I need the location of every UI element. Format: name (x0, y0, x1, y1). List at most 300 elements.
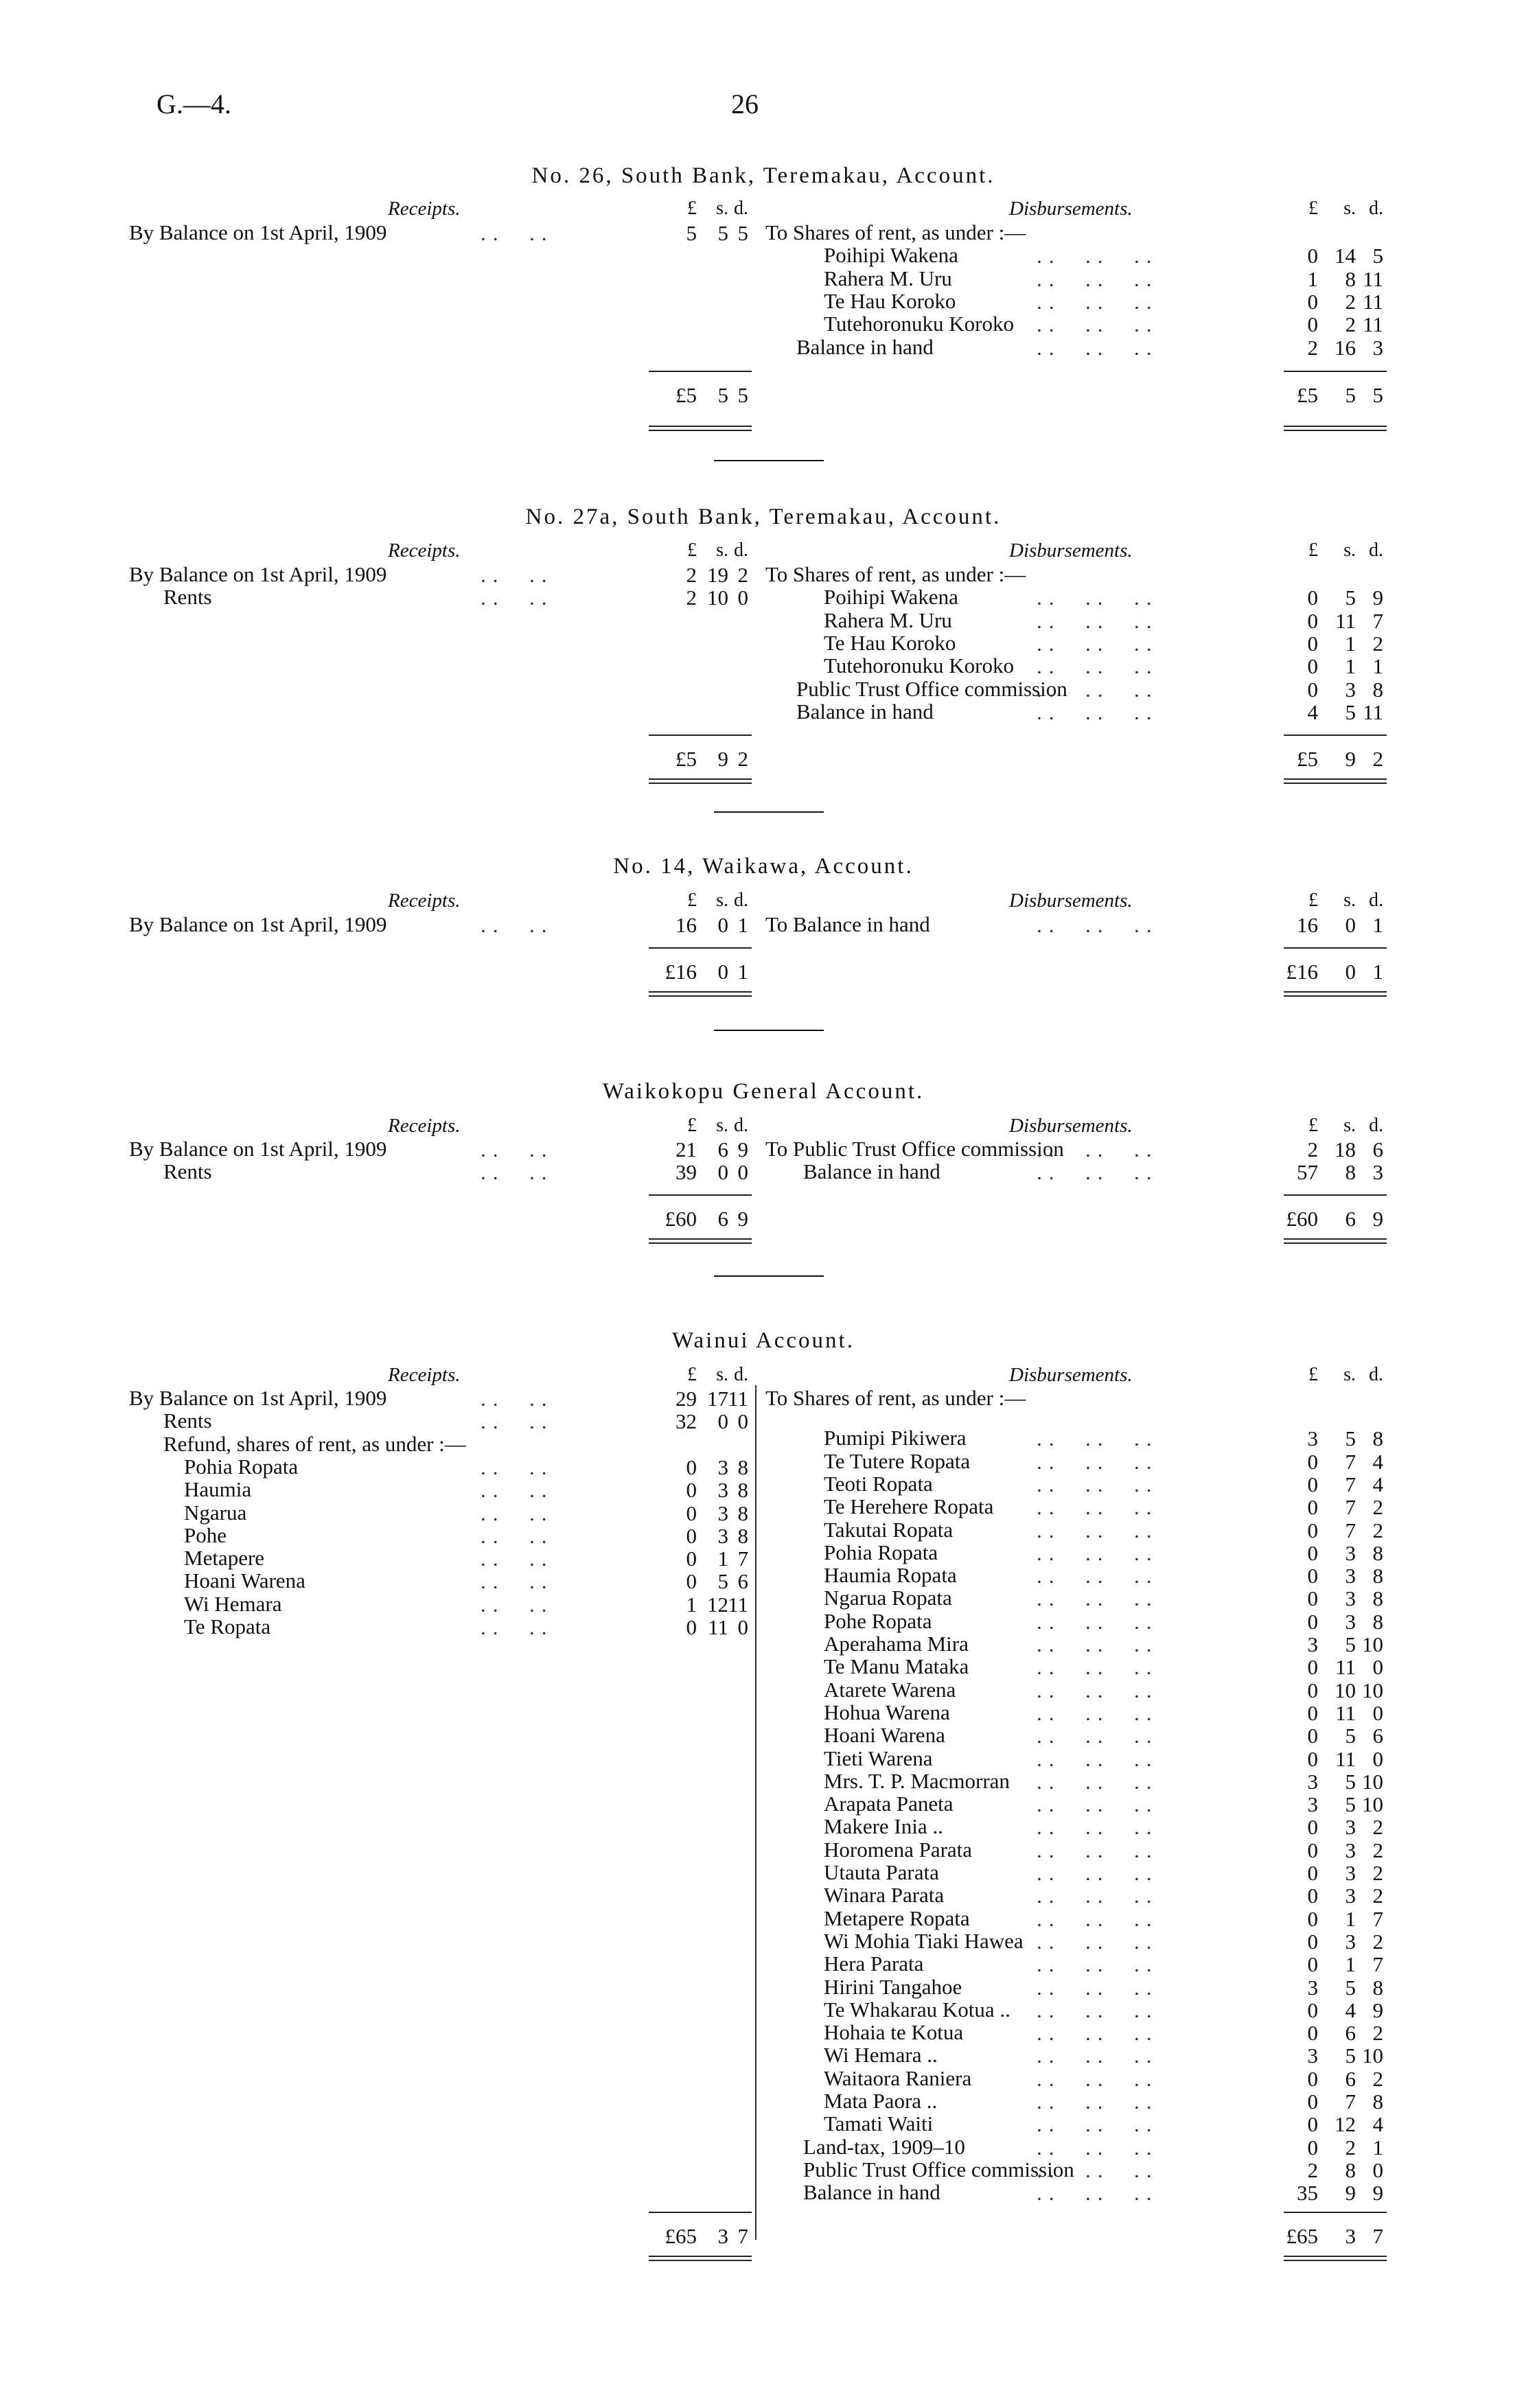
amount-shillings: 9 (1345, 2181, 1356, 2206)
leader-dots: .. .. (481, 1569, 554, 1594)
amount-pence: 0 (1372, 2157, 1383, 2182)
leader-dots: .. .. (481, 1409, 554, 1434)
disbursements-d-head: d. (1369, 198, 1383, 219)
amount-shillings: 3 (1345, 2224, 1356, 2248)
disbursement-label: Waitaora Raniera (824, 2065, 972, 2090)
amount-pounds: 2 (686, 563, 697, 587)
amount-pounds: 0 (1307, 1998, 1318, 2022)
amount-pence: 11 (1363, 699, 1383, 724)
account-title: Wainui Account. (672, 1328, 855, 1353)
disbursement-label: Wi Mohia Tiaki Hawea (824, 1928, 1024, 1953)
receipts-heading: Receipts. (388, 890, 461, 912)
disbursements-total-double-rule (1284, 2256, 1387, 2257)
amount-pence: 4 (1372, 2112, 1383, 2137)
amount-pounds: 0 (1307, 1838, 1318, 1862)
disbursements-l-head: £ (1308, 198, 1318, 219)
disbursement-label: Tamati Waiti (824, 2111, 934, 2136)
leader-dots: .. .. .. (1037, 1975, 1159, 2000)
amount-pounds: 57 (1297, 1160, 1318, 1185)
disbursements-sum-rule (1284, 947, 1387, 949)
account-title: No. 14, Waikawa, Account. (613, 854, 914, 879)
amount-pence: 0 (737, 1409, 748, 1434)
disbursements-s-head: s. (1343, 1115, 1356, 1136)
amount-pence: 3 (1372, 1160, 1383, 1185)
leader-dots: .. .. .. (1037, 1540, 1159, 1565)
disbursement-label: Te Manu Mataka (824, 1654, 969, 1679)
amount-shillings: 6 (1345, 1207, 1356, 1231)
receipts-total-double-rule (649, 995, 752, 997)
leader-dots: .. .. .. (1037, 1838, 1159, 1862)
amount-shillings: 3 (717, 1501, 728, 1525)
leader-dots: .. .. .. (1037, 289, 1159, 314)
amount-shillings: 0 (717, 913, 728, 937)
amount-shillings: 11 (1335, 608, 1356, 633)
amount-pence: 6 (1372, 1137, 1383, 1161)
amount-pence: 5 (737, 221, 748, 245)
amount-pence: 8 (1372, 1426, 1383, 1451)
leader-dots: .. .. .. (1037, 699, 1159, 724)
receipts-total-double-rule (649, 778, 752, 780)
leader-dots: .. .. (481, 586, 554, 610)
disbursement-label: Atarete Warena (824, 1677, 956, 1702)
amount-shillings: 3 (717, 1478, 728, 1503)
amount-pounds: 0 (1307, 1906, 1318, 1931)
amount-shillings: 2 (1345, 312, 1356, 337)
disbursement-label: To Balance in hand (765, 912, 930, 936)
amount-pence: 10 (1362, 1678, 1383, 1702)
amount-pounds: 0 (1307, 1929, 1318, 1954)
amount-pounds: £5 (1297, 383, 1318, 407)
amount-pounds: £65 (1286, 2224, 1318, 2248)
amount-pence: 7 (1372, 2224, 1383, 2248)
amount-pence: 9 (1372, 1998, 1383, 2022)
amount-shillings: 3 (1345, 1861, 1356, 1885)
receipt-label: Rents (163, 1409, 212, 1433)
amount-shillings: 5 (717, 1569, 728, 1594)
receipts-d-head: d. (734, 890, 748, 911)
disbursement-label: Pumipi Pikiwera (824, 1426, 967, 1450)
disbursement-label: Poihipi Wakena (824, 585, 958, 610)
disbursements-s-head: s. (1343, 540, 1356, 561)
leader-dots: .. .. .. (1037, 1160, 1159, 1185)
amount-shillings: 8 (1345, 266, 1356, 291)
disbursements-heading: Disbursements. (1009, 540, 1133, 562)
disbursement-label: Pohia Ropata (824, 1540, 938, 1564)
amount-pounds: 0 (1307, 1495, 1318, 1520)
leader-dots: .. .. (481, 1592, 554, 1617)
amount-pounds: £16 (1286, 960, 1318, 984)
disbursements-heading: Disbursements. (1009, 890, 1133, 912)
amount-pence: 8 (1372, 1586, 1383, 1611)
amount-pounds: 16 (676, 913, 697, 937)
amount-shillings: 8 (1345, 1160, 1356, 1185)
amount-pence: 5 (737, 383, 748, 407)
leader-dots: .. .. .. (1037, 1449, 1159, 1474)
disbursement-label: Hohaia te Kotua (824, 2020, 964, 2045)
disbursement-label: Balance in hand (796, 334, 934, 359)
amount-shillings: 5 (1345, 1632, 1356, 1656)
leader-dots: .. .. .. (1037, 2089, 1159, 2114)
disbursements-d-head: d. (1369, 540, 1383, 561)
amount-pounds: £60 (665, 1207, 697, 1231)
receipt-label: By Balance on 1st April, 1909 (129, 562, 387, 586)
receipts-sum-rule (649, 734, 752, 736)
amount-pounds: 3 (1307, 1792, 1318, 1817)
disbursements-s-head: s. (1343, 890, 1356, 911)
section-separator (714, 460, 824, 461)
receipts-total-double-rule (649, 2256, 752, 2257)
amount-pence: 2 (1372, 2066, 1383, 2091)
amount-pence: 2 (1372, 747, 1383, 771)
leader-dots: .. .. .. (1037, 1609, 1159, 1634)
disbursement-label: Horomena Parata (824, 1837, 973, 1862)
amount-pence: 2 (737, 563, 748, 587)
section-separator (714, 1275, 824, 1277)
amount-shillings: 7 (1345, 1449, 1356, 1474)
amount-pence: 6 (1372, 1724, 1383, 1748)
amount-pence: 7 (1372, 1952, 1383, 1977)
leader-dots: .. .. (481, 1478, 554, 1503)
amount-pounds: 0 (1307, 1952, 1318, 1977)
amount-pence: 7 (737, 2224, 748, 2248)
amount-shillings: 4 (1345, 1998, 1356, 2022)
receipts-d-head: d. (734, 1364, 748, 1385)
disbursement-label: Rahera M. Uru (824, 607, 952, 632)
leader-dots: .. .. (481, 1523, 554, 1548)
receipts-total-double-rule (649, 1238, 752, 1240)
amount-pounds: 39 (676, 1160, 697, 1185)
disbursement-label: Hirini Tangahoe (824, 1974, 962, 1999)
amount-pounds: 0 (1307, 586, 1318, 610)
leader-dots: .. .. .. (1037, 1564, 1159, 1588)
amount-pounds: 1 (1307, 266, 1318, 291)
amount-pounds: 0 (1307, 2066, 1318, 2091)
disbursement-label: Public Trust Office commission (803, 2157, 1074, 2181)
amount-pounds: 2 (1307, 1137, 1318, 1161)
receipt-label: By Balance on 1st April, 1909 (129, 1137, 387, 1161)
amount-shillings: 8 (1345, 2157, 1356, 2182)
receipts-s-head: s. (716, 540, 728, 561)
amount-pounds: 0 (1307, 1724, 1318, 1748)
amount-shillings: 0 (1345, 960, 1356, 984)
leader-dots: .. .. .. (1037, 1426, 1159, 1451)
leader-dots: .. .. .. (1037, 1518, 1159, 1542)
amount-pounds: 1 (686, 1592, 697, 1617)
amount-pounds: 0 (686, 1455, 697, 1479)
amount-pounds: 0 (1307, 1884, 1318, 1908)
disbursement-label: Makere Inia .. (824, 1814, 943, 1839)
amount-pounds: 0 (1307, 654, 1318, 679)
leader-dots: .. .. .. (1037, 1746, 1159, 1771)
amount-pounds: 0 (1307, 1586, 1318, 1611)
disbursement-label: Te Whakarau Kotua .. (824, 1997, 1011, 2022)
receipts-sum-rule (649, 2212, 752, 2213)
amount-pounds: 0 (1307, 1700, 1318, 1725)
amount-pounds: 0 (1307, 2135, 1318, 2160)
amount-pounds: 16 (1297, 913, 1318, 937)
amount-pounds: 0 (1307, 1518, 1318, 1542)
receipt-label: Pohe (184, 1523, 227, 1547)
amount-shillings: 5 (1345, 1769, 1356, 1794)
disbursement-label: Public Trust Office commission (796, 676, 1067, 701)
disbursement-label: Mrs. T. P. Macmorran (824, 1768, 1010, 1793)
amount-pence: 9 (1372, 586, 1383, 610)
section-separator (714, 811, 824, 813)
receipts-heading: Receipts. (388, 198, 461, 220)
leader-dots: .. .. .. (1037, 1906, 1159, 1931)
disbursements-total-double-rule (1284, 430, 1387, 431)
amount-pounds: 2 (1307, 2157, 1318, 2182)
amount-shillings: 5 (1345, 2044, 1356, 2068)
disbursement-label: To Public Trust Office commission (765, 1137, 1064, 1161)
amount-pounds: 3 (1307, 1426, 1318, 1451)
amount-pence: 8 (1372, 677, 1383, 702)
disbursements-l-head: £ (1308, 890, 1318, 911)
receipts-sum-rule (649, 947, 752, 949)
amount-pence: 10 (1362, 1769, 1383, 1794)
disbursements-d-head: d. (1369, 1364, 1383, 1385)
receipts-s-head: s. (716, 890, 728, 911)
disbursement-label: Ngarua Ropata (824, 1586, 952, 1610)
column-divider (755, 1385, 757, 2240)
amount-pounds: 0 (686, 1569, 697, 1594)
amount-pounds: 29 (676, 1387, 697, 1411)
amount-pounds: 32 (676, 1409, 697, 1434)
leader-dots: .. .. .. (1037, 335, 1159, 360)
disbursement-label: Hera Parata (824, 1952, 924, 1976)
amount-shillings: 6 (1345, 2066, 1356, 2091)
leader-dots: .. .. .. (1037, 1952, 1159, 1977)
amount-shillings: 2 (1345, 2135, 1356, 2160)
leader-dots: .. .. .. (1037, 1632, 1159, 1656)
leader-dots: .. .. (481, 221, 554, 245)
amount-pence: 6 (737, 1569, 748, 1594)
amount-shillings: 3 (1345, 1929, 1356, 1954)
leader-dots: .. .. (481, 1615, 554, 1639)
amount-pounds: 0 (1307, 1540, 1318, 1565)
amount-shillings: 12 (1335, 2112, 1356, 2137)
leader-dots: .. .. .. (1037, 1929, 1159, 1954)
receipts-heading: Receipts. (388, 1115, 461, 1137)
amount-pence: 1 (737, 913, 748, 937)
amount-shillings: 5 (1345, 383, 1356, 407)
leader-dots: .. .. (481, 1455, 554, 1479)
disbursements-heading: Disbursements. (1009, 1364, 1133, 1386)
disbursements-total-double-rule (1284, 1242, 1387, 1244)
amount-pounds: £5 (676, 383, 697, 407)
leader-dots: .. .. .. (1037, 266, 1159, 291)
amount-shillings: 3 (1345, 1586, 1356, 1611)
disbursements-total-double-rule (1284, 2260, 1387, 2261)
disbursement-label: Haumia Ropata (824, 1563, 957, 1588)
amount-pence: 1 (1372, 960, 1383, 984)
amount-pence: 2 (1372, 1815, 1383, 1840)
disbursement-label: Te Hau Koroko (824, 630, 956, 655)
amount-shillings: 2 (1345, 289, 1356, 314)
leader-dots: .. .. .. (1037, 654, 1159, 679)
disbursement-label: Utauta Parata (824, 1860, 939, 1884)
receipts-total-double-rule (649, 783, 752, 784)
amount-pence: 8 (1372, 1975, 1383, 2000)
amount-shillings: 19 (707, 563, 728, 587)
amount-pounds: £5 (1297, 747, 1318, 771)
leader-dots: .. .. .. (1037, 1769, 1159, 1794)
amount-shillings: 11 (1335, 1700, 1356, 1725)
disbursements-total-double-rule (1284, 995, 1387, 997)
disbursements-total-double-rule (1284, 783, 1387, 784)
amount-pence: 7 (737, 1547, 748, 1571)
amount-pence: 2 (1372, 1518, 1383, 1542)
amount-pence: 1 (1372, 654, 1383, 679)
amount-pence: 5 (1372, 244, 1383, 268)
amount-pounds: 0 (686, 1478, 697, 1503)
amount-pounds: £60 (1286, 1207, 1318, 1231)
leader-dots: .. .. .. (1037, 2135, 1159, 2160)
amount-shillings: 7 (1345, 1472, 1356, 1496)
amount-pence: 0 (1372, 1746, 1383, 1771)
leader-dots: .. .. .. (1037, 1884, 1159, 1908)
amount-shillings: 0 (1345, 913, 1356, 937)
amount-pounds: 0 (1307, 2112, 1318, 2137)
amount-shillings: 0 (717, 1409, 728, 1434)
receipt-label: Te Ropata (184, 1614, 271, 1639)
amount-pounds: 2 (686, 586, 697, 610)
amount-pounds: 0 (1307, 1609, 1318, 1634)
leader-dots: .. .. .. (1037, 1700, 1159, 1725)
amount-shillings: 9 (717, 747, 728, 771)
leader-dots: .. .. .. (1037, 2021, 1159, 2046)
amount-pounds: £5 (676, 747, 697, 771)
receipt-label: Refund, shares of rent, as under :— (163, 1431, 466, 1456)
amount-pence: 9 (1372, 1207, 1383, 1231)
amount-pence: 11 (728, 1387, 748, 1411)
amount-pounds: £65 (665, 2224, 697, 2248)
leader-dots: .. .. .. (1037, 2044, 1159, 2068)
leader-dots: .. .. .. (1037, 2157, 1159, 2182)
disbursement-label: Land-tax, 1909–10 (803, 2134, 965, 2159)
amount-shillings: 3 (1345, 1540, 1356, 1565)
amount-pence: 9 (737, 1137, 748, 1161)
leader-dots: .. .. .. (1037, 244, 1159, 268)
disbursements-sum-rule (1284, 2212, 1387, 2213)
amount-pence: 0 (1372, 1655, 1383, 1680)
amount-shillings: 3 (717, 2224, 728, 2248)
amount-pence: 9 (1372, 2181, 1383, 2206)
receipts-total-double-rule (649, 1242, 752, 1244)
disbursements-total-double-rule (1284, 1238, 1387, 1240)
amount-pence: 8 (1372, 2089, 1383, 2114)
amount-shillings: 3 (717, 1455, 728, 1479)
amount-pounds: 0 (1307, 2021, 1318, 2046)
section-separator (714, 1030, 824, 1031)
amount-pence: 2 (1372, 1861, 1383, 1885)
disbursements-total-double-rule (1284, 778, 1387, 780)
amount-pence: 0 (737, 586, 748, 610)
amount-pounds: 0 (1307, 1449, 1318, 1474)
disbursement-label: Tutehoronuku Koroko (824, 312, 1015, 336)
amount-shillings: 11 (708, 1615, 728, 1639)
leader-dots: .. .. (481, 1547, 554, 1571)
receipts-s-head: s. (716, 1364, 728, 1385)
receipts-l-head: £ (687, 540, 697, 561)
amount-pounds: 0 (1307, 1861, 1318, 1885)
disbursement-label: Tutehoronuku Koroko (824, 653, 1015, 678)
amount-shillings: 5 (1345, 1792, 1356, 1817)
amount-pence: 1 (1372, 913, 1383, 937)
receipt-label: By Balance on 1st April, 1909 (129, 220, 387, 244)
receipt-label: Rents (163, 585, 212, 610)
disbursement-label: Aperahama Mira (824, 1632, 969, 1656)
amount-shillings: 5 (1345, 586, 1356, 610)
amount-pounds: 35 (1297, 2181, 1318, 2206)
amount-shillings: 18 (1335, 1137, 1356, 1161)
amount-shillings: 5 (717, 221, 728, 245)
amount-pounds: 3 (1307, 1632, 1318, 1656)
amount-shillings: 16 (1335, 335, 1356, 360)
amount-pence: 2 (1372, 2021, 1383, 2046)
amount-pence: 2 (1372, 1929, 1383, 1954)
disbursement-label: Poihipi Wakena (824, 243, 958, 268)
amount-pence: 8 (1372, 1609, 1383, 1634)
receipt-label: Ngarua (184, 1500, 247, 1525)
amount-pounds: 0 (1307, 631, 1318, 656)
disbursement-label: Hohua Warena (824, 1700, 950, 1724)
disbursement-label: Arapata Paneta (824, 1792, 954, 1816)
amount-pence: 8 (1372, 1564, 1383, 1588)
receipts-d-head: d. (734, 198, 748, 219)
amount-shillings: 0 (717, 1160, 728, 1185)
disbursement-label: Takutai Ropata (824, 1517, 954, 1542)
receipt-label: Rents (163, 1159, 212, 1184)
amount-pence: 11 (1363, 312, 1383, 337)
amount-pounds: 0 (1307, 244, 1318, 268)
amount-pounds: 0 (686, 1501, 697, 1525)
amount-pence: 7 (1372, 1906, 1383, 1931)
amount-pounds: 0 (1307, 1564, 1318, 1588)
receipts-total-double-rule (649, 426, 752, 427)
amount-shillings: 7 (1345, 2089, 1356, 2114)
amount-pence: 8 (737, 1478, 748, 1503)
amount-pence: 1 (1372, 2135, 1383, 2160)
amount-pence: 10 (1362, 1792, 1383, 1817)
leader-dots: .. .. .. (1037, 2112, 1159, 2137)
amount-pounds: 4 (1307, 699, 1318, 724)
amount-pounds: 0 (1307, 1678, 1318, 1702)
leader-dots: .. .. (481, 1501, 554, 1525)
leader-dots: .. .. .. (1037, 1655, 1159, 1680)
page-reference: G.—4. (157, 89, 231, 119)
receipt-label: Metapere (184, 1546, 265, 1571)
disbursements-total-double-rule (1284, 991, 1387, 993)
amount-shillings: 1 (1345, 654, 1356, 679)
receipts-l-head: £ (687, 1115, 697, 1136)
receipts-sum-rule (649, 1194, 752, 1196)
disbursement-label: Te Herehere Ropata (824, 1494, 994, 1519)
disbursements-l-head: £ (1308, 1364, 1318, 1385)
receipts-s-head: s. (716, 1115, 728, 1136)
amount-shillings: 9 (1345, 747, 1356, 771)
disbursement-label: Balance in hand (803, 1159, 940, 1184)
receipt-label: Wi Hemara (184, 1591, 282, 1616)
leader-dots: .. .. .. (1037, 1724, 1159, 1748)
amount-pence: 2 (737, 747, 748, 771)
leader-dots: .. .. (481, 1137, 554, 1161)
amount-shillings: 5 (1345, 1975, 1356, 2000)
amount-pounds: 0 (1307, 289, 1318, 314)
amount-pence: 8 (737, 1523, 748, 1548)
amount-pounds: 2 (1307, 335, 1318, 360)
amount-shillings: 1 (1345, 631, 1356, 656)
